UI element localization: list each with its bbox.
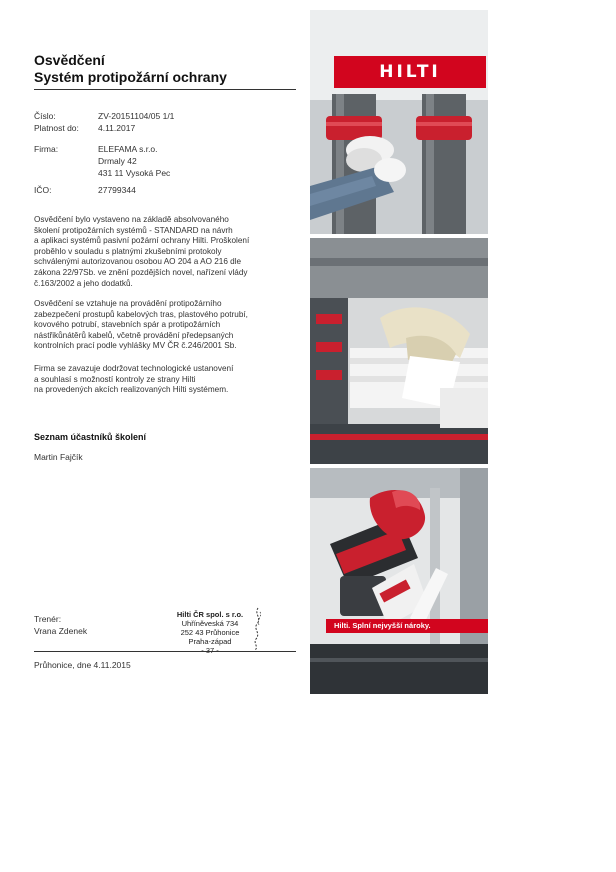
ico-label: IČO:: [34, 185, 52, 195]
ico-value: 27799344: [98, 185, 136, 195]
stamp-line-2: Uhříněveská 734: [181, 619, 239, 628]
hilti-logo: [334, 56, 486, 88]
p2-line: kontrolních prací podle vyhlášky MV ČR č.246/2001 Sb.: [34, 341, 237, 351]
cislo-value: ZV-20151104/05 1/1: [98, 111, 175, 121]
signature-image: [246, 606, 268, 652]
firma-line-3: 431 11 Vysoká Pec: [98, 168, 171, 178]
p3-line: a souhlasí s možností kontroly ze strany Hilti: [34, 374, 196, 384]
p2-line: kovového potrubí, stavebních spár a protipožárních: [34, 320, 221, 330]
place-date: Průhonice, dne 4.11.2015: [34, 660, 131, 670]
paragraph-2: [34, 299, 302, 352]
firma-label: Firma:: [34, 144, 59, 154]
firma-line-1: ELEFAMA s.r.o.: [98, 144, 158, 154]
ico-row: [34, 185, 304, 196]
p2-line: Osvědčení se vztahuje na provádění protipožárního: [34, 299, 222, 308]
p1-line: školení protipožárních systémů - STANDARD na návrh: [34, 225, 233, 235]
p1-line: proběhlo v souladu s platnými zkušebními protokoly: [34, 246, 222, 256]
footer-divider: [34, 651, 296, 652]
participant-name: Martin Fajčík: [34, 452, 83, 462]
company-stamp: [160, 610, 260, 655]
title-line-1: Osvědčení: [34, 52, 105, 68]
p1-line: č.163/2002 a jeho dodatků.: [34, 278, 133, 288]
firma-line-2: Drmaly 42: [98, 156, 137, 166]
cislo-row: [34, 111, 304, 122]
slogan-banner: [326, 619, 488, 633]
hilti-logo-text: HILTI: [379, 62, 441, 82]
photo-cable-sealing: [310, 238, 488, 464]
trainer-label: Trenér:: [34, 614, 62, 624]
p1-line: zákona 22/97Sb. ve znění pozdějších novel, nařízení vlády: [34, 267, 248, 277]
stamp-line-4: Praha-západ: [188, 637, 232, 646]
trainer-name: Vrana Zdenek: [34, 626, 88, 636]
participants-title: Seznam účastníků školení: [34, 432, 147, 442]
stamp-line-1: Hilti ČR spol. s r.o.: [176, 610, 244, 619]
firma-row: [34, 144, 304, 180]
paragraph-1: [34, 215, 302, 289]
p3-line: Firma se zavazuje dodržovat technologické ustanovení: [34, 364, 234, 373]
page-title: [34, 52, 227, 86]
title-divider: [34, 89, 296, 90]
slogan-text: Hilti. Splní nejvyšší nároky.: [334, 621, 431, 630]
p2-line: zabezpečení prostupů kabelových tras, plastového potrubí,: [34, 309, 248, 319]
paragraph-3: [34, 364, 302, 396]
photo-pipes: [310, 10, 488, 234]
p1-line: Osvědčení bylo vystaveno na základě absolvovaného: [34, 215, 229, 224]
p3-line: na provedených akcích realizovaných Hilti systémem.: [34, 385, 229, 395]
photo-foam-gun: [310, 468, 488, 694]
platnost-row: [34, 123, 304, 134]
platnost-value: 4.11.2017: [98, 123, 136, 133]
platnost-label: Platnost do:: [34, 123, 79, 133]
title-line-2: Systém protipožární ochrany: [34, 69, 227, 85]
p1-line: schválenými autorizovanou osobou AO 204 a AO 216 dle: [34, 257, 242, 267]
p1-line: a aplikaci systémů pasivní požární ochrany Hilti. Proškolení: [34, 236, 250, 246]
stamp-line-3: 252 43 Průhonice: [180, 628, 240, 637]
cislo-label: Číslo:: [34, 111, 56, 121]
p2-line: nástřikůnátěrů kabelů, včetně provádění předepsaných: [34, 330, 234, 340]
